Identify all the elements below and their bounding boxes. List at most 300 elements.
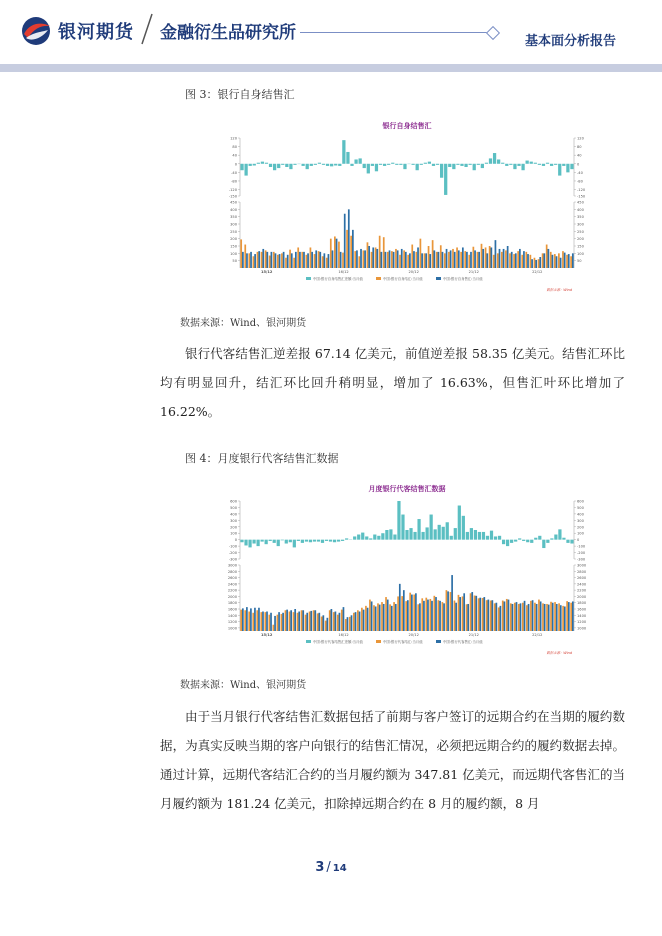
figure-4-top-panel-bar <box>397 501 400 540</box>
figure-3-top-panel-bar <box>314 164 317 165</box>
figure-3-top-panel-bar <box>558 164 561 176</box>
figure-4-bottom-panel-bar <box>496 603 498 631</box>
figure-4-top-panel-bar <box>345 538 348 539</box>
figure-4-bottom-panel-bar <box>552 603 554 631</box>
figure-4-top-panel-bar <box>442 527 445 540</box>
figure-3-top-panel-bar <box>517 164 520 166</box>
figure-4-bottom-panel-bar <box>268 615 270 631</box>
figure-3-bottom-panel-bar <box>531 259 533 268</box>
figure-3-bottom-panel-bar <box>562 251 564 268</box>
figure-3-top-panel-bar <box>367 164 370 174</box>
figure-3-top-panel-ytick-label-right: -150 <box>577 194 586 199</box>
figure-4-bottom-panel-ytick-label: 2800 <box>227 569 237 574</box>
figure-3-top-panel-ytick-label: 80 <box>232 145 237 150</box>
figure-4-top-panel-bar <box>325 540 328 541</box>
figure-4-bottom-panel-bar <box>407 600 409 631</box>
figure-3-bottom-panel-bar <box>548 249 550 268</box>
figure-3-top-panel-bar <box>485 163 488 164</box>
figure-4-top-panel-bar <box>265 540 268 545</box>
figure-4-top-panel-bar <box>248 540 251 548</box>
figure-4-bottom-panel-bar <box>458 595 460 631</box>
figure-4-top-panel-bar <box>558 529 561 539</box>
figure-3-bottom-panel-bar <box>429 254 431 268</box>
header-rule <box>300 32 490 33</box>
figure-4-bottom-panel-ytick-label-right: 1400 <box>577 613 587 618</box>
figure-4-bottom-panel-bar <box>570 603 572 631</box>
figure-4-xtick-label: 20/12 <box>408 633 419 637</box>
figure-3-bottom-panel-bar <box>535 260 537 268</box>
figure-3-top-panel-bar <box>505 164 508 166</box>
figure-4-top-panel-bar <box>530 540 533 543</box>
figure-3-top-panel-bar <box>346 152 349 164</box>
figure-3-top-panel-bar <box>281 164 284 165</box>
figure-3-bottom-panel-bar <box>474 250 476 268</box>
figure-4-top-panel-bar <box>518 538 521 539</box>
figure-4-top-panel-bar <box>369 538 372 539</box>
figure-3-bottom-panel-ytick-label: 250 <box>230 229 237 234</box>
figure-3-top-panel-bar <box>330 164 333 167</box>
figure-4-bottom-panel-bar <box>405 601 407 631</box>
figure-4-xtick-label: 21/12 <box>468 633 479 637</box>
figure-3-bottom-panel-bar <box>358 256 360 268</box>
figure-3-top-panel-bar <box>554 164 557 165</box>
figure-3-bottom-panel-bar <box>301 252 303 268</box>
figure-4-bottom-panel-bar <box>411 595 413 631</box>
figure-4-top-panel-ytick-label-right: 400 <box>577 512 584 517</box>
figure-4-bottom-panel-bar <box>317 613 319 631</box>
figure-3-top-panel-bar <box>411 164 414 165</box>
figure-4-bottom-panel-bar <box>393 602 395 631</box>
figure-3-top-panel-bar <box>448 164 451 167</box>
figure-4-bottom-panel-bar <box>508 600 510 631</box>
figure-3-top-panel-ytick-label-right: -40 <box>577 170 583 175</box>
figure-4-bottom-panel-bar <box>266 612 268 631</box>
figure-4-top-panel-bar <box>534 538 537 540</box>
figure-3-top-panel-bar <box>464 164 467 167</box>
figure-3-bottom-panel-bar <box>519 249 521 268</box>
figure-4-bottom-panel-bar <box>391 606 393 631</box>
figure-3-bottom-panel-bar <box>399 255 401 268</box>
figure-3-bottom-panel-bar <box>515 253 517 268</box>
figure-3-bottom-panel-bar <box>368 246 370 268</box>
figure-4-top-panel-ytick-label-right: 600 <box>577 499 584 504</box>
figure-4-bottom-panel-bar <box>377 603 379 631</box>
figure-3-bottom-panel-bar <box>452 249 454 268</box>
figure-4-bottom-panel-bar <box>459 597 461 631</box>
figure-3-top-panel-bar <box>244 164 247 176</box>
figure-4-bottom-panel-bar <box>506 599 508 631</box>
figure-4-bottom-panel-bar <box>369 600 371 631</box>
figure-3-bottom-panel-bar <box>497 253 499 268</box>
figure-4-bottom-panel-bar <box>471 592 473 631</box>
figure-4-xtick-label: 22/12 <box>532 633 543 637</box>
figure-3-bottom-panel-bar <box>383 237 385 268</box>
figure-4-bottom-panel-bar <box>270 613 272 631</box>
figure-4-bottom-panel-bar <box>282 613 284 631</box>
figure-3-bottom-panel-bar <box>478 252 480 268</box>
figure-3-bottom-panel-ytick-label: 100 <box>230 251 237 256</box>
figure-4-top-panel-bar <box>514 540 517 542</box>
figure-3-bottom-panel-bar <box>334 236 336 268</box>
figure-4-bottom-panel-bar <box>423 601 425 631</box>
figure-4-bottom-panel-ytick-label-right: 2800 <box>577 569 587 574</box>
figure-3-top-panel-bar <box>570 164 573 169</box>
figure-3-bottom-panel-bar <box>277 255 279 268</box>
figure-4-top-panel-bar <box>458 506 461 540</box>
figure-4-bottom-panel-bar <box>568 602 570 631</box>
figure-3-xtick-label: 15/12 <box>261 270 273 274</box>
figure-4-bottom-panel-bar <box>314 610 316 631</box>
figure-4-bottom-panel-bar <box>403 590 405 631</box>
figure-4-top-panel-ytick-label-right: 200 <box>577 525 584 530</box>
figure-4-top-panel-bar <box>430 515 433 540</box>
figure-4-bottom-panel-bar <box>463 593 465 631</box>
figure-3-xtick-label: 20/12 <box>408 270 419 274</box>
figure-3-bottom-panel-bar <box>489 246 491 268</box>
figure-4-top-panel-bar <box>550 538 553 539</box>
figure-4-bottom-panel-bar <box>474 595 476 631</box>
figure-3-bottom-panel-bar <box>319 252 321 268</box>
paragraph-2 <box>160 702 625 818</box>
figure-4-bottom-panel-bar <box>542 603 544 631</box>
figure-4-top-panel-ytick-label: 100 <box>230 531 237 536</box>
figure-4-bottom-panel-ytick-label: 3000 <box>227 563 237 568</box>
figure-4-bottom-panel-bar <box>534 603 536 631</box>
figure-3-bottom-panel-bar <box>240 239 242 268</box>
figure-4-top-panel-ytick-label: -200 <box>228 551 237 556</box>
figure-3-top-panel-bar <box>342 140 345 164</box>
figure-3-bottom-panel-bar <box>477 252 479 268</box>
figure-4-top-panel-bar <box>285 540 288 544</box>
figure-4-top-panel-bar <box>337 540 340 542</box>
figure-3-top-panel-ytick-label: -120 <box>228 188 237 193</box>
figure-3-bottom-panel-ytick-label-right: 450 <box>577 200 584 205</box>
figure-4-bottom-panel-bar <box>310 611 312 631</box>
figure-4-top-panel-bar <box>365 536 368 539</box>
figure-3-legend-swatch <box>436 277 441 280</box>
figure-4-top-panel-bar <box>405 530 408 540</box>
figure-4-bottom-panel-bar <box>302 610 304 631</box>
figure-3-top-panel-ytick-label: 120 <box>230 136 237 141</box>
figure-4-top-panel-bar <box>454 528 457 540</box>
figure-3-bottom-panel-bar <box>393 252 395 268</box>
figure-4-bottom-panel-bar <box>361 608 363 631</box>
figure-4-top-panel-ytick-label-right: 300 <box>577 518 584 523</box>
figure-4-top-panel-bar <box>490 531 493 540</box>
figure-4-top-panel-bar <box>381 533 384 539</box>
figure-4-bottom-panel-bar <box>431 601 433 631</box>
figure-3-bottom-panel-bar <box>379 236 381 268</box>
figure-3-bottom-panel-ytick-label: 350 <box>230 215 237 220</box>
page-current: 3 <box>315 860 325 875</box>
figure-3-bottom-panel-bar <box>438 252 440 268</box>
figure-4-top-panel-ytick-label-right: 500 <box>577 505 584 510</box>
figure-3-bottom-panel-bar <box>468 255 470 268</box>
figure-4-bottom-panel-bar <box>526 605 528 631</box>
figure-3-top-panel-ytick-label-right: 0 <box>577 162 580 167</box>
figure-3-bottom-panel-bar <box>542 253 544 268</box>
figure-3-top-panel-bar <box>436 164 439 165</box>
figure-4-bottom-panel-bar <box>339 613 341 631</box>
figure-3-legend-label: 中国:银行自身售汇:当月值 <box>443 276 483 281</box>
figure-3-bottom-panel-ytick-label-right: 250 <box>577 229 584 234</box>
figure-4-bottom-panel-bar <box>363 610 365 631</box>
figure-4-bottom-panel-bar <box>429 599 431 631</box>
figure-3-bottom-panel-bar <box>299 252 301 268</box>
figure-3-top-panel-bar <box>306 164 309 169</box>
figure-3-bottom-panel-bar <box>411 245 413 268</box>
figure-3-xtick-label: 21/12 <box>468 270 479 274</box>
figure-3-top-panel-bar <box>440 164 443 178</box>
figure-4-bottom-panel-bar <box>417 604 419 631</box>
figure-3-top-panel-bar <box>428 162 431 164</box>
figure-4-bottom-panel-bar <box>427 600 429 631</box>
figure-4-bottom-panel-bar <box>446 590 448 631</box>
figure-4-bottom-panel-bar <box>347 617 349 631</box>
figure-3-bottom-panel-bar <box>466 252 468 268</box>
figure-3-bottom-panel-bar <box>328 254 330 268</box>
figure-3-top-panel-bar <box>318 163 321 164</box>
figure-3-top-panel-bar <box>249 164 252 166</box>
figure-3-bottom-panel-bar <box>564 253 566 268</box>
figure-3-bottom-panel-bar <box>425 253 427 268</box>
figure-3-bottom-panel-bar <box>348 209 350 268</box>
figure-4-top-panel-bar <box>317 540 320 542</box>
figure-3-bottom-panel-bar <box>285 258 287 268</box>
figure-4-bottom-panel-bar <box>455 603 457 631</box>
figure-4-bottom-panel-bar <box>502 601 504 631</box>
figure-3-bottom-panel-bar <box>283 252 285 268</box>
figure-4-bottom-panel-bar <box>262 612 264 631</box>
figure-3-top-panel-bar <box>240 164 243 170</box>
figure-4-top-panel-bar <box>438 525 441 540</box>
figure-3-bottom-panel-bar <box>266 252 268 268</box>
figure-3-top-panel-bar <box>542 164 545 166</box>
figure-4-bottom-panel-bar <box>264 612 266 631</box>
figure-3-bottom-panel-bar <box>318 251 320 268</box>
figure-4-bottom-panel-bar <box>425 598 427 631</box>
figure-4-top-panel-bar <box>309 540 312 543</box>
figure-4-bottom-panel-bar <box>294 609 296 631</box>
figure-3-bottom-panel-bar <box>248 253 250 268</box>
figure-4-bottom-panel-bar <box>331 609 333 631</box>
figure-4-bottom-panel-bar <box>500 606 502 631</box>
figure-4-title: 月度银行代客结售汇数据 <box>368 485 446 493</box>
figure-4-bottom-panel-bar <box>439 601 441 631</box>
figure-4-top-panel-bar <box>269 540 272 541</box>
figure-3-bottom-panel-ytick-label-right: 100 <box>577 251 584 256</box>
figure-4-top-panel-bar <box>526 540 529 543</box>
figure-4-legend-swatch <box>376 640 381 643</box>
figure-4-bottom-panel-bar <box>483 597 485 631</box>
figure-3-bottom-panel-bar <box>417 247 419 268</box>
figure-3-bottom-panel-bar <box>293 258 295 268</box>
figure-4-top-panel-ytick-label-right: 0 <box>577 538 580 543</box>
figure-4-bottom-panel-bar <box>399 584 401 631</box>
figure-3-bottom-panel-bar <box>265 250 267 268</box>
figure-4-bottom-panel-ytick-label: 1400 <box>227 613 237 618</box>
paragraph-2-text: 由于当月银行代客结售汇数据包括了前期与客户签订的远期合约在当期的履约数据，为真实反映当期的客户向银行的结售汇情况，必须把远期合约的履约数据去掉。通过计算，远期代客结汇合约的当月履约额为 347.81 亿美元，而远期代客售汇的当月履约额为 181.24 亿美元，扣除掉远期合约在 8 月的履约额，8 月 <box>160 709 625 811</box>
figure-4-top-panel-bar <box>478 532 481 540</box>
figure-3-bottom-panel-bar <box>481 244 483 268</box>
figure-4-bottom-panel-bar <box>313 610 315 631</box>
figure-4-bottom-panel-bar <box>546 604 548 631</box>
figure-3-top-panel-bar <box>509 164 512 165</box>
figure-4-bottom-panel-bar <box>490 601 492 631</box>
figure-4-top-panel-ytick-label: 200 <box>230 525 237 530</box>
figure-3-bottom-panel-bar <box>458 250 460 268</box>
figure-4-bottom-panel-bar <box>290 610 292 631</box>
figure-4-bottom-panel-bar <box>487 600 489 631</box>
figure-4-bottom-panel-bar <box>478 598 480 631</box>
figure-4-bottom-panel-bar <box>554 602 556 631</box>
figure-4-bottom-panel-bar <box>498 607 500 631</box>
figure-3-bottom-panel-bar <box>572 253 574 268</box>
figure-3-bottom-panel-bar <box>511 252 513 268</box>
figure-4-bottom-panel-bar <box>301 610 303 631</box>
figure-4-bottom-panel-bar <box>252 613 254 631</box>
figure-4-top-panel-bar <box>333 540 336 543</box>
figure-3-bottom-panel-bar <box>279 254 281 268</box>
figure-3-bottom-panel-bar <box>566 255 568 268</box>
figure-4-top-panel-bar <box>446 522 449 539</box>
figure-3-bottom-panel-bar <box>495 240 497 268</box>
figure-4-bottom-panel-ytick-label: 2600 <box>227 576 237 581</box>
figure-3-bottom-panel-bar <box>485 247 487 268</box>
figure-4-bottom-panel-bar <box>415 593 417 631</box>
figure-3-bottom-panel-bar <box>525 252 527 268</box>
figure-4-top-panel-bar <box>389 529 392 539</box>
figure-3-bottom-panel-bar <box>424 253 426 268</box>
figure-3-legend-swatch <box>306 277 311 280</box>
figure-3-legend-label: 中国:银行自身结售汇差额:当月值 <box>313 276 363 281</box>
figure-4-bottom-panel-bar <box>335 612 337 631</box>
figure-3-bottom-panel-bar <box>482 249 484 268</box>
figure-3-top-panel-bar <box>469 164 472 165</box>
figure-3-bottom-panel-bar <box>420 239 422 268</box>
figure-3-bottom-panel-bar <box>413 251 415 268</box>
figure-4-bottom-panel-bar <box>514 603 516 631</box>
figure-4-top-panel-bar <box>401 515 404 540</box>
figure-3-top-panel-bar <box>289 164 292 169</box>
figure-3-bottom-panel-ytick-label-right: 200 <box>577 237 584 242</box>
figure-3-top-panel-bar <box>501 163 504 164</box>
paragraph-1-text: 银行代客结售汇逆差报 67.14 亿美元，前值逆差报 58.35 亿美元。结售汇环比均有明显回升，结汇环比回升稍明显，增加了 16.63%，但售汇叶环比增加了 16.22%。 <box>160 346 625 419</box>
figure-3-top-panel-bar <box>379 164 382 165</box>
figure-3-top-panel-bar <box>375 164 378 172</box>
figure-4-bottom-panel-bar <box>305 615 307 631</box>
figure-3-top-panel-bar <box>387 164 390 165</box>
figure-4-top-panel-bar <box>546 540 549 543</box>
figure-3-bottom-panel-bar <box>307 253 309 268</box>
figure-3-legend-label: 中国:银行自身结汇:当月值 <box>383 276 423 281</box>
figure-4-bottom-panel-bar <box>258 608 260 631</box>
figure-3-bottom-panel-bar <box>570 256 572 268</box>
figure-3-bottom-panel-bar <box>385 252 387 268</box>
figure-4-bottom-panel-ytick-label-right: 2000 <box>577 594 587 599</box>
figure-3-top-panel-ytick-label-right: 80 <box>577 145 582 150</box>
figure-4-bottom-panel-bar <box>504 601 506 631</box>
figure-4-top-panel-bar <box>482 532 485 540</box>
figure-3-top-panel-bar <box>420 164 423 165</box>
figure-3-bottom-panel-bar <box>523 251 525 268</box>
figure-4-bottom-panel-bar <box>438 600 440 631</box>
figure-3-bottom-panel-bar <box>350 236 352 268</box>
figure-3-top-panel-bar <box>261 162 264 164</box>
figure-4-top-panel-bar <box>474 530 477 540</box>
figure-4-bottom-panel-bar <box>482 598 484 631</box>
figure-4-caption: 图 4：月度银行代客结售汇数据 <box>185 452 339 465</box>
figure-4-bottom-panel-bar <box>248 612 250 631</box>
figure-3-bottom-panel-bar <box>271 252 273 268</box>
figure-4-bottom-panel-bar <box>322 615 324 631</box>
figure-4-bottom-panel-bar <box>333 612 335 631</box>
figure-3-bottom-panel-bar <box>310 247 312 268</box>
figure-4-bottom-panel-bar <box>381 602 383 631</box>
figure-4-bottom-panel-bar <box>260 612 262 631</box>
figure-4-top-panel-ytick-label: 500 <box>230 505 237 510</box>
figure-3-bottom-panel-bar <box>387 252 389 268</box>
figure-3-chart <box>226 118 588 296</box>
figure-3-top-panel-ytick-label-right: 120 <box>577 136 584 141</box>
figure-4-top-panel-ytick-label: 300 <box>230 518 237 523</box>
figure-3-bottom-panel-ytick-label-right: 350 <box>577 215 584 220</box>
figure-3-top-panel-bar <box>477 164 480 165</box>
figure-3-bottom-panel-bar <box>322 256 324 268</box>
figure-3-top-panel-bar <box>285 164 288 167</box>
figure-3-bottom-panel-bar <box>342 253 344 268</box>
figure-4-bottom-panel-bar <box>450 592 452 631</box>
figure-3-bottom-panel-bar <box>371 252 373 268</box>
figure-3-bottom-panel-bar <box>295 252 297 268</box>
figure-4-top-panel-ytick-label: 600 <box>230 499 237 504</box>
figure-4-bottom-panel-bar <box>289 612 291 631</box>
figure-3-top-panel-ytick-label-right: -120 <box>577 188 586 193</box>
figure-4-top-panel-bar <box>566 540 569 543</box>
figure-4-bottom-panel-bar <box>240 610 242 631</box>
figure-4-bottom-panel-bar <box>462 596 464 631</box>
figure-4-top-panel-bar <box>502 540 505 545</box>
figure-3-top-panel-bar <box>538 164 541 165</box>
figure-3-bottom-panel-bar <box>395 249 397 268</box>
figure-4-top-panel-bar <box>289 540 292 543</box>
figure-3-bottom-panel-bar <box>560 258 562 268</box>
figure-4-bottom-panel-bar <box>397 596 399 631</box>
figure-3-xtick-label: 16/12 <box>338 270 349 274</box>
figure-4-top-panel-bar <box>434 529 437 539</box>
figure-3-bottom-panel-bar <box>364 250 366 268</box>
figure-3-top-panel-bar <box>383 164 386 166</box>
figure-4-bottom-panel-bar <box>395 604 397 631</box>
figure-3-bottom-panel-bar <box>521 255 523 268</box>
figure-4-top-panel-bar <box>357 535 360 540</box>
header-slash-divider <box>140 12 154 46</box>
figure-4-bottom-panel-bar <box>548 605 550 631</box>
figure-3-bottom-panel-bar <box>352 230 354 268</box>
figure-4-top-panel-bar <box>554 535 557 540</box>
figure-3-bottom-panel-bar <box>534 258 536 268</box>
figure-4-bottom-panel-bar <box>325 621 327 631</box>
figure-4-top-panel-ytick-label-right: -100 <box>577 544 586 549</box>
figure-4-bottom-panel-ytick-label-right: 1000 <box>577 626 587 631</box>
figure-3-top-panel-bar <box>489 158 492 163</box>
figure-3-top-panel-bar <box>322 164 325 165</box>
figure-3-bottom-panel-bar <box>311 252 313 268</box>
figure-4-top-panel-bar <box>321 540 324 543</box>
figure-3-top-panel-bar <box>416 164 419 170</box>
figure-3-bottom-panel-bar <box>254 254 256 268</box>
figure-3-top-panel-bar <box>269 164 272 167</box>
